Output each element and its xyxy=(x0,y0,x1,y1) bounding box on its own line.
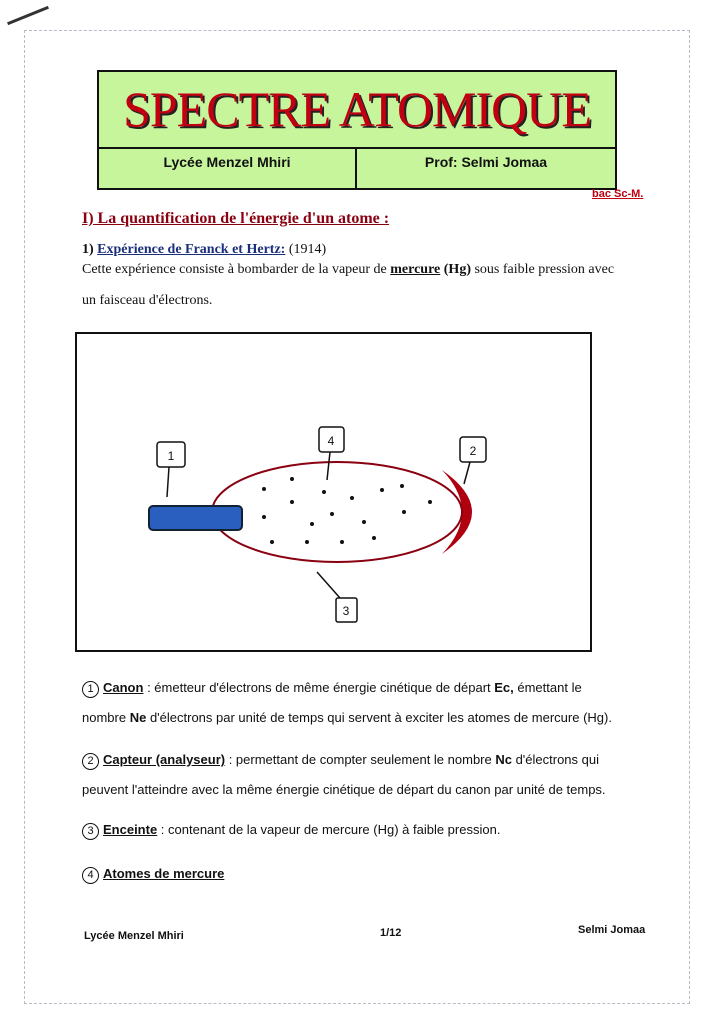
sub-title: Expérience de Franck et Hertz: xyxy=(97,242,286,257)
enceinte-ellipse xyxy=(212,462,462,562)
sub-number: 1) xyxy=(82,242,94,257)
legend-text: : émetteur d'électrons de même énergie cinétique de départ xyxy=(143,680,495,695)
footer-page-number: 1/12 xyxy=(380,927,402,939)
legend-item-capteur-cont: peuvent l'atteindre avec la même énergie cinétique de départ du canon par unité de temps. xyxy=(82,782,606,797)
legend-symbol: Ec, xyxy=(494,680,514,695)
callout-2-label: 2 xyxy=(469,444,477,458)
intro-line-2: un faisceau d'électrons. xyxy=(82,293,213,308)
school-name: Lycée Menzel Mhiri xyxy=(99,149,357,190)
franck-hertz-diagram xyxy=(75,332,592,652)
intro-text: Cette expérience consiste à bombarder de la vapeur de xyxy=(82,262,391,277)
mercury-atoms xyxy=(262,477,432,544)
intro-hg: (Hg) xyxy=(440,262,471,277)
legend-text: d'électrons qui xyxy=(511,752,600,767)
callout-4-label: 4 xyxy=(327,434,335,448)
class-label: bac Sc-M. xyxy=(592,188,644,200)
legend-symbol: Nc xyxy=(495,752,512,767)
legend-item-enceinte xyxy=(82,815,642,845)
legend-term: Canon xyxy=(103,680,144,695)
page-title: SPECTRE ATOMIQUE xyxy=(123,81,591,137)
number-circle-icon: 2 xyxy=(82,753,99,770)
canon-rect xyxy=(149,506,242,530)
callout-2-line xyxy=(464,462,470,484)
legend-item-atomes xyxy=(82,859,642,889)
intro-text-2: sous faible pression avec xyxy=(470,262,615,277)
legend-text: : contenant de la vapeur de mercure (Hg) à faible pression. xyxy=(157,822,501,837)
intro-mercure: mercure xyxy=(390,262,441,277)
callout-1-label: 1 xyxy=(167,449,175,463)
number-circle-icon: 4 xyxy=(82,867,99,884)
callout-3-label: 3 xyxy=(342,604,350,618)
prof-name: Prof: Selmi Jomaa xyxy=(424,154,548,170)
legend-term: Enceinte xyxy=(103,822,158,837)
intro-line-1 xyxy=(82,262,614,278)
legend-item-canon xyxy=(82,673,642,703)
title-info-row xyxy=(99,147,615,190)
legend-text: d'électrons par unité de temps qui servent à exciter les atomes de mercure (Hg). xyxy=(146,710,612,725)
diagram-svg xyxy=(77,334,592,652)
sub-year: (1914) xyxy=(288,242,327,257)
legend-list xyxy=(82,673,642,889)
legend-text: émettant le xyxy=(513,680,582,695)
title-box xyxy=(97,70,617,190)
subsection-heading xyxy=(82,242,326,258)
callout-1-line xyxy=(167,467,169,497)
footer-school: Lycée Menzel Mhiri xyxy=(84,930,184,942)
callout-4-line xyxy=(327,452,330,480)
legend-item-capteur xyxy=(82,745,642,775)
legend-symbol: Ne xyxy=(129,710,147,725)
number-circle-icon: 3 xyxy=(82,823,99,840)
legend-text: : permettant de compter seulement le nombre xyxy=(225,752,496,767)
legend-item-canon-cont xyxy=(82,703,642,733)
callout-3-line xyxy=(317,572,340,598)
legend-text: nombre xyxy=(82,710,130,725)
capteur-crescent xyxy=(442,470,472,554)
number-circle-icon: 1 xyxy=(82,681,99,698)
section-heading: I) La quantification de l'énergie d'un atome : xyxy=(82,210,390,227)
pen-mark xyxy=(7,6,49,25)
legend-term: Capteur (analyseur) xyxy=(103,752,226,767)
legend-term: Atomes de mercure xyxy=(103,866,225,881)
footer-author: Selmi Jomaa xyxy=(578,924,646,936)
